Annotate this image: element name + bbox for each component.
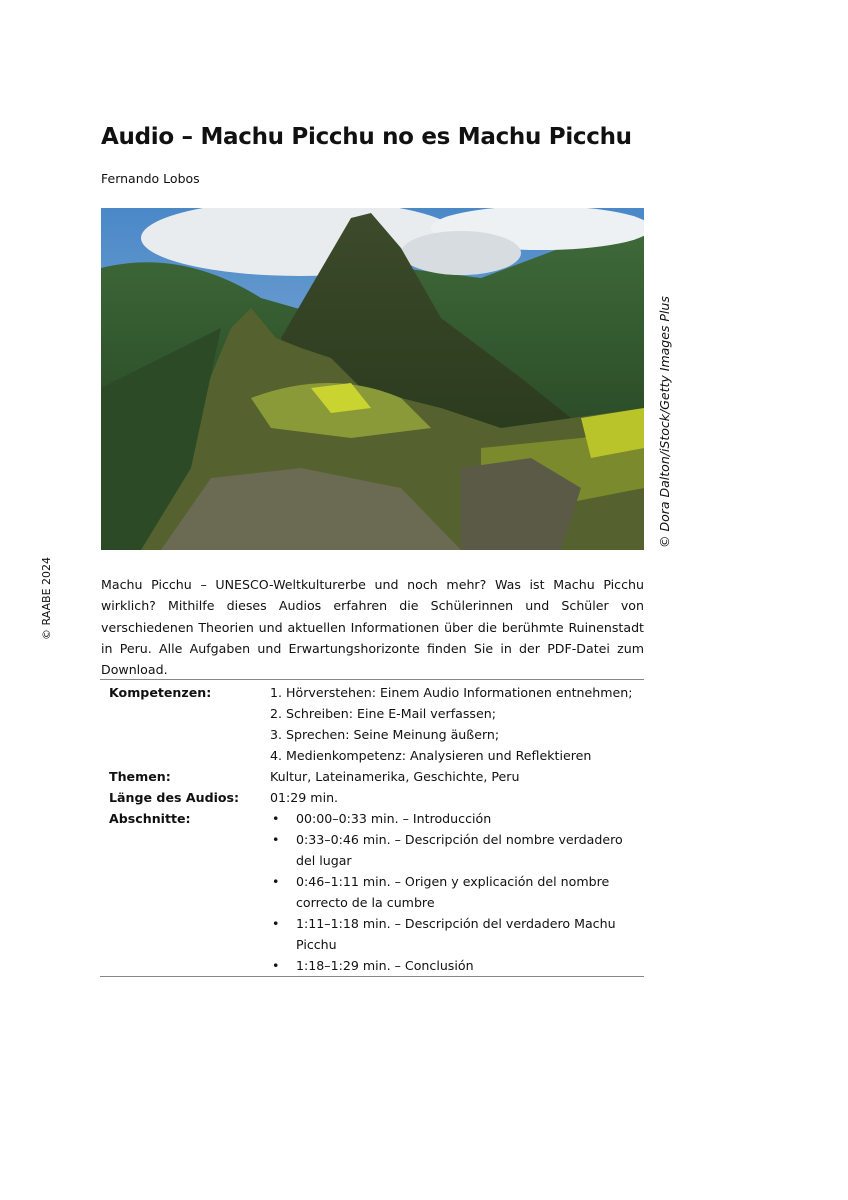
laenge-value: 01:29 min. bbox=[270, 790, 339, 805]
row-abschnitte bbox=[100, 808, 644, 976]
row-themen bbox=[100, 766, 644, 787]
kompetenz-item: 4. Medienkompetenz: Analysieren und Reflektieren bbox=[270, 748, 592, 763]
kompetenz-item: 3. Sprechen: Seine Meinung äußern; bbox=[270, 727, 500, 742]
photo-credit: © Dora Dalton/iStock/Getty Images Plus bbox=[657, 296, 672, 548]
kompetenz-item: 2. Schreiben: Eine E-Mail verfassen; bbox=[270, 706, 496, 721]
row-laenge bbox=[100, 787, 644, 808]
abschnitt-item: • 00:00–0:33 min. – Introducción bbox=[270, 808, 644, 829]
label-abschnitte: Abschnitte: bbox=[109, 811, 191, 826]
abschnitt-item: • 1:11–1:18 min. – Descripción del verdadero Machu Picchu bbox=[270, 913, 644, 955]
metadata-table bbox=[100, 679, 644, 977]
copyright-notice: © RAABE 2024 bbox=[40, 556, 53, 640]
themen-value: Kultur, Lateinamerika, Geschichte, Peru bbox=[270, 769, 520, 784]
label-kompetenzen: Kompetenzen: bbox=[109, 685, 212, 700]
machu-picchu-photo bbox=[101, 208, 644, 550]
label-laenge: Länge des Audios: bbox=[109, 790, 240, 805]
abschnitte-list bbox=[270, 808, 644, 976]
abschnitt-item: • 1:18–1:29 min. – Conclusión bbox=[270, 955, 644, 976]
abschnitt-item: • 0:46–1:11 min. – Origen y explicación del nombre correcto de la cumbre bbox=[270, 871, 644, 913]
author: Fernando Lobos bbox=[101, 171, 200, 186]
row-kompetenzen bbox=[100, 682, 644, 766]
intro-paragraph: Machu Picchu – UNESCO-Weltkulturerbe und noch mehr? Was ist Machu Picchu wirklich? Mithilfe dieses Audios erfahren die Schülerinnen und Schüler von verschiedenen Theorien und aktuellen Informationen über die berühmte Ruinenstadt in Peru. Alle Aufgaben und Erwartungshorizonte finden Sie in der PDF-Datei zum Download. bbox=[101, 577, 644, 678]
label-themen: Themen: bbox=[109, 769, 171, 784]
abschnitt-item: • 0:33–0:46 min. – Descripción del nombre verdadero del lugar bbox=[270, 829, 644, 871]
kompetenz-item: 1. Hörverstehen: Einem Audio Informationen entnehmen; bbox=[270, 685, 633, 700]
page-title: Audio – Machu Picchu no es Machu Picchu bbox=[101, 124, 632, 150]
